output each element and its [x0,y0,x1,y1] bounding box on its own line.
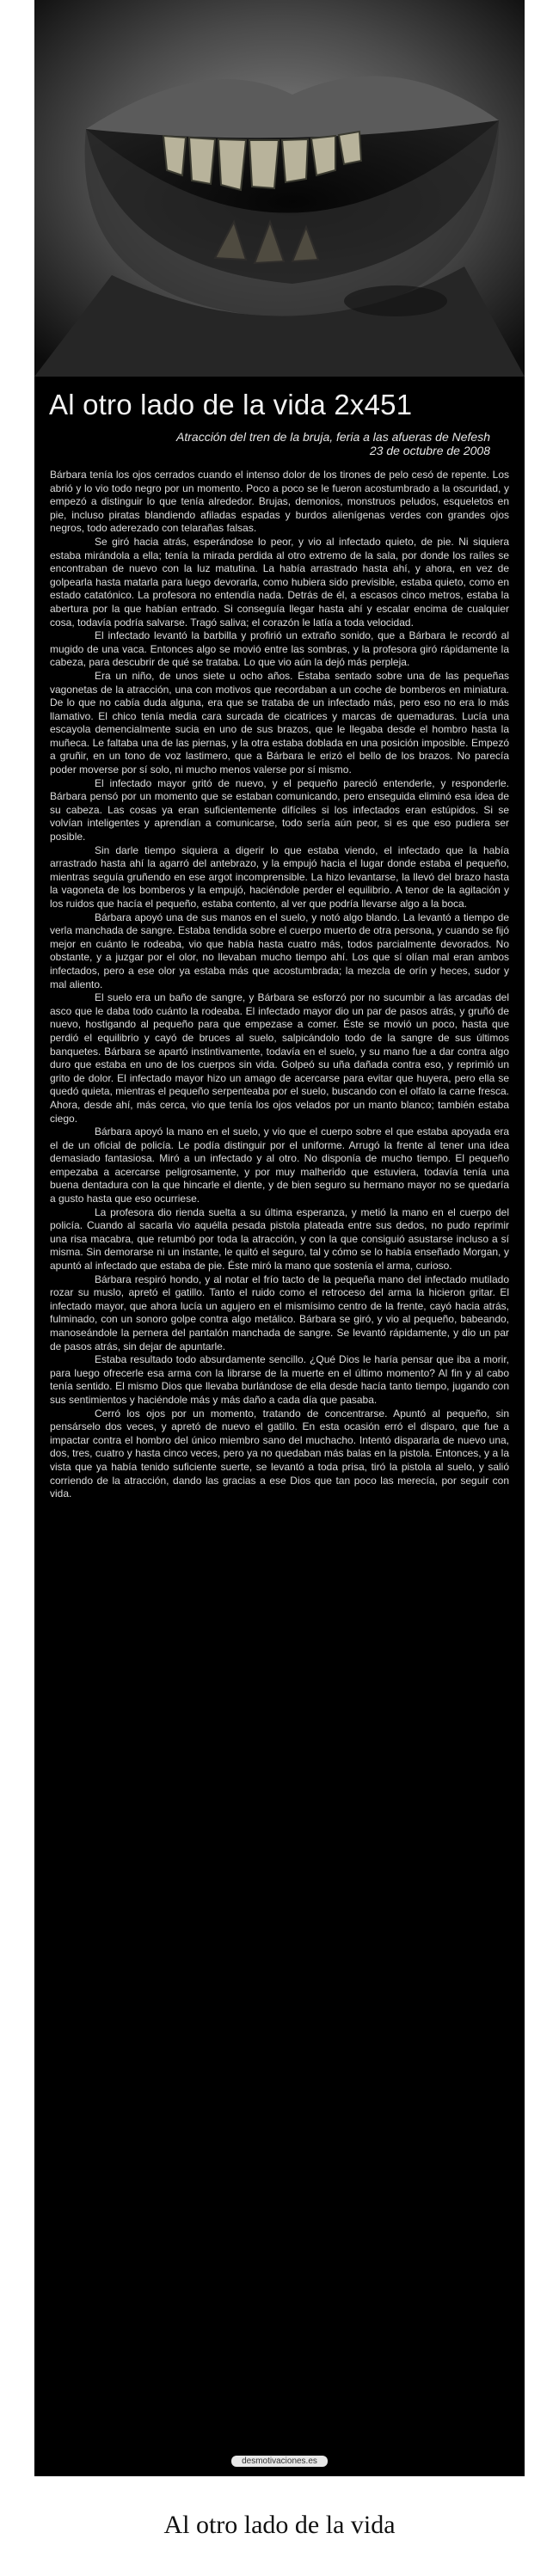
watermark-text: desmotivaciones.es [231,2456,328,2467]
story-date: 23 de octubre de 2008 [369,444,490,457]
paragraph: El suelo era un baño de sangre, y Bárbara se esforzó por no sucumbir a las arcadas del asco que le daba todo cuánto la rodeaba. El infectado mayor dio un par de pasos atrás, y gruñó de nuevo, hostigando al pequeño para que empezase a comer. Éste se movió un poco, hasta que perdió el equilibrio y cayó de bruces al suelo, salpicándolo todo de la sangre de sus últimos banquetes. Bárbara se apartó instintivamente, todavía en el suelo, y su mano fue a dar contra algo duro que estaba en uno de los cuerpos sin vida. Golpeó su uña dañada contra eso, y reprimió un grito de dolor. El infectado mayor hizo un amago de acercarse para evitar que huyera, pero ella se quedó quieta, mientras el pequeño serpenteaba por el suelo, buscando con el olfato la carne fresca. Ahora, desde ahí, más cerca, vio que tenía los ojos velados por un manto blanco; también estaba ciego. [50,991,509,1125]
watermark [34,2452,525,2468]
paragraph: Bárbara respiró hondo, y al notar el frío tacto de la pequeña mano del infectado mutilado rozar su muslo, apretó el gatillo. Tanto el ruido como el retroceso del arma la hicieron gritar. El infectado mayor, que ahora lucía un agujero en el mismísimo centro de la frente, cayó hacia atrás, fulminado, con un sonoro golpe contra algo metálico. Bárbara se giró, y vio al pequeño, babeando, manoseándole la pernera del pantalón manchada de sangre. Se levantó rápidamente, y dio un par de pasos atrás, sin dejar de apuntarle. [50,1273,509,1352]
paragraph: La profesora dio rienda suelta a su última esperanza, y metió la mano en el cuerpo del policía. Cuando al sacarla vio aquélla pesada pistola plateada entre sus dedos, no pudo reprimir una risa macabra, que retumbó por toda la atracción, y con la que consiguió asustarse incluso a sí misma. Sin demorarse ni un instante, le quitó el seguro, tal y cómo se lo había enseñado Morgan, y apuntó al infectado que estaba de pie. Éste miró la mano que sostenía el arma, curioso. [50,1205,509,1273]
story-location: Atracción del tren de la bruja, feria a las afueras de Nefesh [176,430,490,444]
paragraph: Sin darle tiempo siquiera a digerir lo que estaba viendo, el infectado que la había arrastrado hasta ahí la agarró del antebrazo, y la empujó hacia el lugar donde estaba el pequeño, mientras seguía gruñendo en ese argot incomprensible. La hizo levantarse, la llevó del brazo hasta la vagoneta de los bomberos y la empujó, haciéndole perder el equilibrio. A tenor de la agitación y los ruidos que hacía el pequeño, estaba contento, al ver que podría llevarse algo a la boca. [50,843,509,910]
paragraph: Era un niño, de unos siete u ocho años. Estaba sentado sobre una de las pequeñas vagonetas de la atracción, una con motivos que recordaban a un coche de bomberos en miniatura. De lo que no cabía duda alguna, era que se trataba de un infectado más, pero eso no era lo más llamativo. El chico tenía media cara surcada de cicatrices y marcas de quemaduras. Lucía una escayola demencialmente sucia en uno de sus brazos, que le llegaba desde el hombro hasta la muñeca. Le faltaba una de las piernas, y la otra estaba doblada en una posición imposible. Empezó a gruñir, en un tono de voz lastimero, que a Bárbara le erizó el bello de los brazos. No parecía poder moverse por sí solo, ni mucho menos valerse por sí mismo. [50,669,509,776]
story-body [50,469,509,2462]
paragraph: El infectado mayor gritó de nuevo, y el pequeño pareció entenderle, y responderle. Bárbara pensó por un momento que se estaban comunicando, pero enseguida eliminó esa idea de su cabeza. Las cosas ya eran suficientemente difíciles si los infectados eran estúpidos. Si se volvían inteligentes y aprendían a comunicarse, todo sería aún peor, si es que eso pudiera ser posible. [50,776,509,843]
paragraph: Estaba resultado todo absurdamente sencillo. ¿Qué Dios le haría pensar que iba a morir, para luego ofrecerle esa arma con la librarse de la muerte en el último momento? Al fin y al cabo tenía sentido. El mismo Dios que llevaba burlándose de ella desde hacía tanto tiempo, jugando con sus sentimientos y haciéndole más y más daño a cada día que pasaba. [50,1353,509,1406]
paragraph: Bárbara apoyó la mano en el suelo, y vio que el cuerpo sobre el que estaba apoyada era el de un oficial de policía. Le podía distinguir por el uniforme. Arrugó la frente al tener una idea demasiado fantasiosa. Miró a un infectado y al otro. No disponía de mucho tiempo. El pequeño empezaba a acercarse peligrosamente, y por muy malherido que estuviera, todavía tenía una buena dentadura con la que hincarle el diente, y de bien seguro su hermano mayor no se quedaría a gusto hasta que eso ocurriese. [50,1125,509,1205]
paragraph: El infectado levantó la barbilla y profirió un extraño sonido, que a Bárbara le recordó al mugido de una vaca. Entonces algo se movió entre las sombras, y la profesora giró rápidamente la cabeza, para descubrir de qué se trataba. Lo que vio aún la dejó más perpleja. [50,629,509,669]
mouth-photo [34,0,525,377]
paragraph: Cerró los ojos por un momento, tratando de concentrarse. Apuntó al pequeño, sin pensárselo dos veces, y apretó de nuevo el gatillo. En esta ocasión erró el disparo, que fue a impactar contra el hombro del único miembro sano del muchacho. Intentó dispararla de nuevo una, dos, tres, cuatro y hasta cinco veces, pero ya no quedaban más balas en la pistola. Entonces, y a la vista que ya había tenido suficiente suerte, se levantó a toda prisa, tiró la pistola al suelo, y salió corriendo de la atracción, dando las gracias a ese Dios que tan poco las merecía, por seguir con vida. [50,1407,509,1500]
poster [34,0,525,2476]
poster-caption: Al otro lado de la vida [163,2511,396,2539]
paragraph: Bárbara tenía los ojos cerrados cuando el intenso dolor de los tirones de pelo cesó de repente. Los abrió y lo vio todo negro por un momento. Poco a poco se le fueron acostumbrado a la oscuridad, y empezó a distinguir lo que tenía alrededor. Brujas, demonios, monstruos peludos, esqueletos en pie, incluso piratas blandiendo afiladas espadas y burdos alienígenas verdes con grandes ojos negros, todo aderezado con telarañas falsas. [50,469,509,535]
paragraph: Se giró hacia atrás, esperándose lo peor, y vio al infectado quieto, de pie. Ni siquiera estaba mirándola a ella; tenía la mirada perdida al otro extremo de la sala, por donde los raíles se encontraban de nuevo con la luz matutina. La había arrastrado hasta ahí, y ahora, en vez de golpearla hasta matarla para luego devorarla, como hubiera sido previsible, estaba quieto, como en estado catatónico. La profesora no entendía nada. Detrás de él, a escasos cinco metros, estaba la abertura por la que habían entrado. Si conseguía llegar hasta ahí y escalar encima de cualquier cosa, todavía podría salvarse. Tragó saliva; el corazón le latía a toda velocidad. [50,535,509,629]
paragraph: Bárbara apoyó una de sus manos en el suelo, y notó algo blando. La levantó a tiempo de verla manchada de sangre. Estaba tendida sobre el cuerpo muerto de otra persona, y cuando se fijó mejor en cuánto le rodeaba, vio que había hasta cuatro más, todos parcialmente devorados. No obstante, y a juzgar por el olor, no llevaban mucho tiempo ahí. Los que sí olían mal eran ambos infectados, pero a ese olor ya estaba más que acostumbrada; la mezcla de orín y heces, sudor y mal aliento. [50,911,509,991]
story-title: Al otro lado de la vida 2x451 [49,389,413,420]
